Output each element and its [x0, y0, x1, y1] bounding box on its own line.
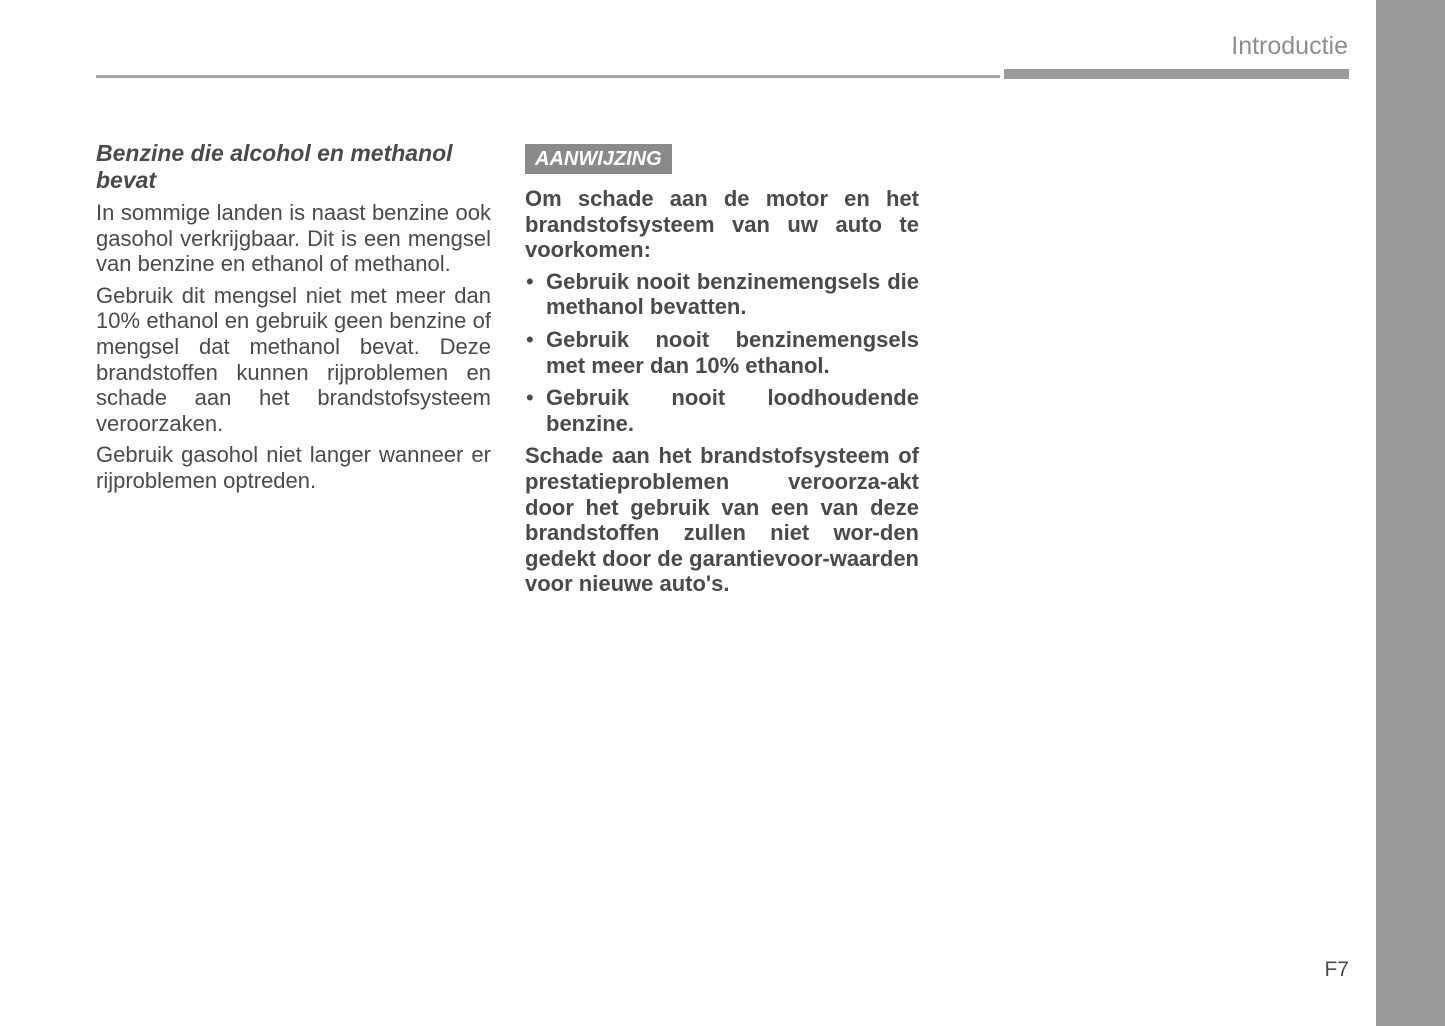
- notice-list-item-text: Gebruik nooit benzinemengsels die methanol bevatten.: [546, 268, 919, 320]
- header-rule: [96, 75, 1000, 78]
- subsection-heading: Benzine die alcohol en methanol bevat: [96, 140, 453, 193]
- notice-list: [525, 269, 919, 437]
- bullet-icon: •: [526, 326, 534, 352]
- notice-label: AANWIJZING: [525, 144, 672, 174]
- notice-list-item: [525, 327, 919, 378]
- notice-intro: Om schade aan de motor en het brandstofsysteem van uw auto te voorkomen:: [525, 186, 919, 263]
- notice-list-item-text: Gebruik nooit loodhoudende benzine.: [546, 385, 919, 436]
- notice-list-item: [525, 385, 919, 436]
- notice-footer: Schade aan het brandstofsysteem of prestatieproblemen veroorza-akt door het gebruik van een van deze brandstoffen zullen niet wor-den gedekt door de garantievoor-waarden voor nieuwe auto's.: [525, 443, 919, 597]
- bullet-icon: •: [526, 385, 534, 411]
- body-paragraph: In sommige landen is naast benzine ook gasohol verkrijgbaar. Dit is een mengsel van benzine en ethanol of methanol.: [96, 200, 491, 277]
- header-rule-accent: [1004, 69, 1349, 79]
- section-title: Introductie: [1231, 32, 1348, 60]
- notice-list-item-text: Gebruik nooit benzinemengsels met meer dan 10% ethanol.: [546, 326, 919, 378]
- page-number: F7: [1324, 958, 1349, 981]
- notice-list-item: [525, 269, 919, 320]
- body-paragraph: Gebruik dit mengsel niet met meer dan 10% ethanol en gebruik geen benzine of mengsel dat methanol bevat. Deze brandstoffen kunnen rijproblemen en schade aan het brandstofsysteem veroorzaken.: [96, 282, 491, 436]
- notice-box: [525, 144, 919, 603]
- bullet-icon: •: [526, 268, 534, 294]
- left-column: [96, 140, 491, 500]
- chapter-side-tab: [1376, 0, 1445, 1026]
- body-paragraph: Gebruik gasohol niet langer wanneer er rijproblemen optreden.: [96, 442, 491, 493]
